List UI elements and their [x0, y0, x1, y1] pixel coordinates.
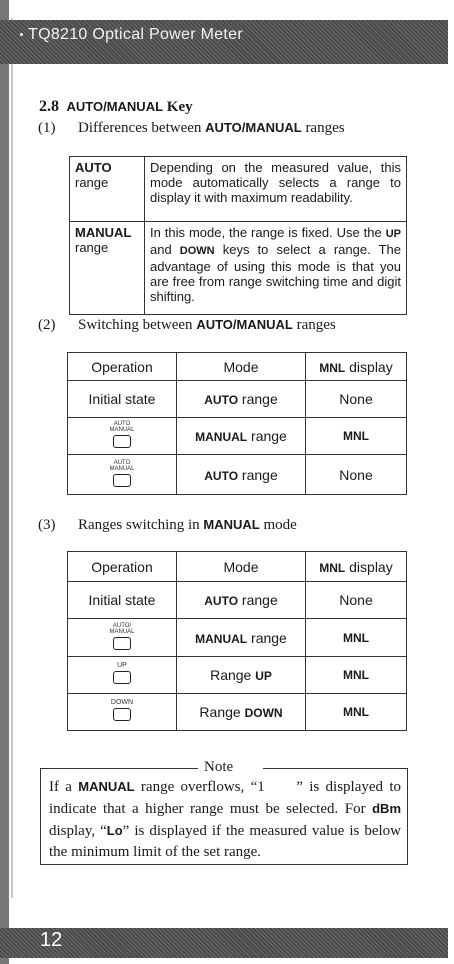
mode-bold: MANUAL: [195, 631, 248, 646]
mode-cell: [177, 619, 306, 657]
subsection-3-prefix: Ranges switching in: [78, 517, 200, 533]
subsection-2-bold: AUTO/MANUAL: [196, 317, 293, 332]
subsection-3-index: (3): [38, 517, 56, 533]
mode-cell: [177, 381, 306, 418]
auto-manual-key-cell: [68, 418, 177, 455]
key-label-line2: MANUAL: [109, 628, 135, 635]
display-cell: None: [306, 455, 407, 495]
subsection-2-index: (2): [38, 317, 56, 333]
subsection-3-heading: [38, 517, 297, 534]
up-key-icon: [113, 671, 131, 684]
footer-band: [0, 928, 448, 958]
key-label-line1: AUTO/: [112, 622, 132, 629]
range-label-bold: MANUAL: [75, 225, 132, 240]
mode-bold: AUTO: [204, 393, 239, 407]
key-label-line2: MANUAL: [109, 427, 135, 433]
auto-manual-key-cell: [68, 619, 177, 657]
range-label-rest: range: [75, 175, 109, 190]
mode-rest: range: [251, 629, 287, 646]
section-number: 2.8: [39, 98, 59, 115]
section-title: [39, 98, 193, 116]
subsection-1-heading: [38, 120, 345, 137]
mode-cell: [177, 694, 306, 731]
range-desc-pre: In this mode, the range is fixed. Use the: [150, 225, 382, 240]
header-title: TQ8210 Optical Power Meter: [28, 26, 243, 43]
mode-bold: AUTO: [204, 594, 239, 608]
key-label-line1: DOWN: [110, 699, 134, 706]
header-operation: Operation: [68, 552, 177, 582]
range-desc: Depending on the measured value, this mode automatically selects a range to display it with maximum readability.: [150, 160, 401, 205]
range-desc-and: and: [150, 242, 172, 257]
note-dbm-bold: dBm: [372, 801, 401, 816]
ranges-table: [69, 156, 407, 315]
mode-rest: range: [241, 391, 278, 407]
auto-manual-key-cell: [68, 455, 177, 495]
range-label-rest: range: [75, 240, 109, 255]
display-cell: MNL: [306, 657, 407, 694]
mode-cell: [177, 418, 306, 455]
mode-bold: UP: [255, 669, 272, 683]
initial-state-cell: Initial state: [68, 381, 177, 418]
section-title-rest: Key: [166, 99, 193, 115]
table-header-row: [68, 552, 407, 582]
display-cell: MNL: [306, 694, 407, 731]
table-row: [68, 455, 407, 495]
note-lo-bold: Lo: [106, 823, 123, 838]
mode-rest: Range: [210, 667, 252, 683]
left-binding-line: [11, 18, 13, 898]
mode-bold: MANUAL: [195, 430, 248, 444]
mode-bold: AUTO: [204, 468, 239, 483]
manual-mode-table: [67, 551, 407, 731]
display-cell: None: [306, 381, 407, 418]
header-mode: Mode: [177, 353, 306, 381]
subsection-3-bold: MANUAL: [203, 517, 260, 532]
note-manual-bold: MANUAL: [78, 779, 135, 794]
table-row: [68, 582, 407, 619]
mode-cell: [177, 657, 306, 694]
up-key-cell: [68, 657, 177, 694]
range-label-cell: [70, 157, 145, 222]
key-label-line1: AUTO: [113, 421, 131, 427]
table-row: [68, 418, 407, 455]
bullet-dot-icon: [20, 33, 23, 36]
mnl-label: MNL: [319, 560, 346, 575]
note-text-3: ” is displayed to indicate that a higher range must be selected. For: [49, 779, 402, 817]
subsection-2-suffix: ranges: [296, 317, 336, 333]
key-label-line1: UP: [117, 662, 127, 669]
up-key-label: UP: [385, 228, 401, 240]
mode-cell: [177, 455, 306, 495]
range-desc-cell: [145, 157, 407, 222]
table-row: [68, 657, 407, 694]
page-number: 12: [40, 929, 63, 951]
display-label: display: [349, 358, 393, 375]
header-mode: Mode: [177, 552, 306, 582]
subsection-1-prefix: Differences between: [78, 120, 202, 136]
key-label-line1: AUTO: [113, 459, 131, 466]
table-row: [68, 694, 407, 731]
table-row: [70, 222, 407, 315]
note-rule-left: [40, 768, 198, 769]
auto-manual-key-icon: [113, 435, 131, 448]
table-row: [68, 619, 407, 657]
key-label-line2: MANUAL: [109, 465, 135, 472]
range-label-bold: AUTO: [75, 160, 112, 175]
mode-rest: range: [251, 428, 287, 444]
range-desc-post: keys to select a range. The advantage of using this mode is that you are free from range switching time and digit shifting.: [150, 242, 401, 304]
mode-bold: DOWN: [244, 706, 283, 720]
down-key-label: DOWN: [179, 245, 215, 257]
note-text-4: display, “: [49, 823, 107, 839]
note-rule-right: [263, 768, 407, 769]
header-operation: Operation: [68, 353, 177, 381]
display-cell: MNL: [306, 418, 407, 455]
subsection-2-heading: [38, 317, 336, 334]
subsection-3-suffix: mode: [263, 517, 297, 533]
note-title: Note: [204, 759, 234, 775]
table-row: [70, 157, 407, 222]
table-header-row: [68, 353, 407, 381]
display-label: display: [349, 558, 393, 575]
header-mnl-display: [306, 353, 407, 381]
subsection-1-bold: AUTO/MANUAL: [205, 120, 302, 135]
subsection-1-suffix: ranges: [305, 120, 345, 136]
section-title-bold: AUTO/MANUAL: [66, 99, 164, 114]
mode-rest: range: [241, 592, 278, 608]
note-text: [49, 776, 401, 863]
note-text-2: range overflows, “1: [140, 779, 265, 795]
down-key-icon: [113, 708, 131, 721]
note-text-5: ” is displayed if the measured value is below the minimum limit of the set range.: [49, 823, 401, 860]
auto-manual-key-icon: [113, 637, 131, 650]
mode-rest: range: [241, 466, 278, 483]
display-cell: None: [306, 582, 407, 619]
auto-manual-key-icon: [113, 474, 131, 487]
header-mnl-display: [306, 552, 407, 582]
display-cell: MNL: [306, 619, 407, 657]
range-desc-cell: [145, 222, 407, 315]
range-label-cell: [70, 222, 145, 315]
down-key-cell: [68, 694, 177, 731]
note-text-1: If a: [49, 779, 72, 795]
subsection-1-index: (1): [38, 120, 56, 136]
mnl-label: MNL: [319, 360, 346, 375]
left-binding-rail: [0, 0, 9, 964]
subsection-2-prefix: Switching between: [78, 317, 193, 333]
switch-table: [67, 352, 407, 495]
mode-cell: [177, 582, 306, 619]
table-row: [68, 381, 407, 418]
initial-state-cell: Initial state: [68, 582, 177, 619]
mode-rest: Range: [199, 704, 241, 720]
